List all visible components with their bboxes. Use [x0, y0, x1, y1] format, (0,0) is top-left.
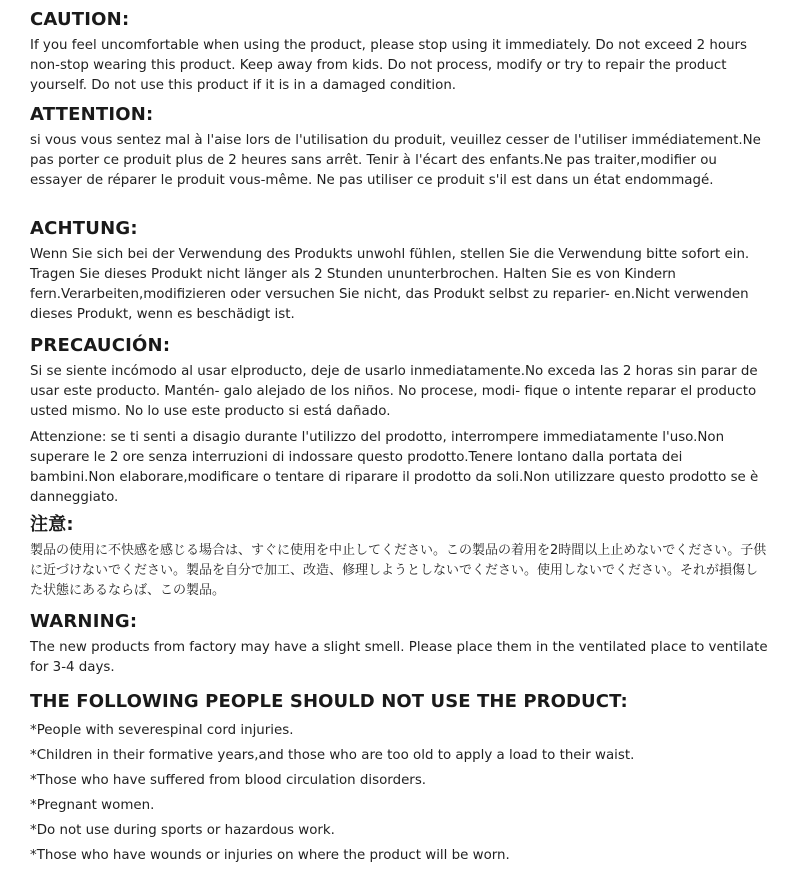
achtung-text: Wenn Sie sich bei der Verwendung des Produkts unwohl fühlen, stellen Sie die Verwendung bitte sofort ein. Tragen Sie dieses Produkt nicht länger als 2 Stunden ununterbrochen. Halten Sie es von Kindern fern.Verarbeiten,modifizieren oder versuchen Sie nicht, das Produkt selbst zu reparier- en.Nicht verwenden dieses Produkt, wenn es beschädigt ist. — [30, 247, 750, 322]
caution-text: If you feel uncomfortable when using the product, please stop using it immediately. Do not exceed 2 hours non-stop wearing this product. Keep away from kids. Do not process, modify or try to repair the product yourself. Do not use this product if it is in a damaged condition. — [30, 38, 748, 93]
japanese-text: 製品の使用に不快感を感じる場合は、すぐに使用を中止してください。この製品の着用を2時間以上止めないでください。子供に近づけないでください。製品を自分で加工、改造、修理しようとしないでください。使用しないでください。それが損傷した状態にあるならば、この製品。 — [30, 543, 767, 598]
list-item: *Do not use during sports or hazardous work. — [30, 823, 335, 838]
attenzione-section — [30, 428, 770, 508]
list-item: *Children in their formative years,and those who are too old to apply a load to their waist. — [30, 748, 635, 763]
precaucion-text: Si se siente incómodo al usar elproducto, deje de usarlo inmediatamente.No exceda las 2 horas sin parar de usar este producto. Mantén- galo alejado de los niños. No procese, modi- fique o intente reparar el producto usted mismo. No lo use este producto si está dañado. — [30, 364, 758, 419]
not-use-list — [30, 718, 780, 868]
japanese-section — [30, 513, 770, 601]
not-use-heading: THE FOLLOWING PEOPLE SHOULD NOT USE THE PRODUCT: — [30, 691, 628, 712]
list-item: *Those who have suffered from blood circulation disorders. — [30, 773, 427, 788]
achtung-section — [30, 217, 770, 325]
list-item: *People with severespinal cord injuries. — [30, 723, 294, 738]
attenzione-text: Attenzione: se ti senti a disagio durante l'utilizzo del prodotto, interrompere immediatamente l'uso.Non superare le 2 ore senza interruzioni di indossare questo prodotto.Tenere lontano dalla portata dei bambini.Non elaborare,modificare o tentare di riparare il prodotto da soli.Non utilizzare questo prodotto se è danneggiato. — [30, 430, 759, 505]
caution-heading: CAUTION: — [30, 9, 130, 30]
not-use-section — [30, 690, 780, 868]
list-item: *Pregnant women. — [30, 798, 155, 813]
caution-section — [30, 8, 770, 96]
attention-text: si vous vous sentez mal à l'aise lors de l'utilisation du produit, veuillez cesser de l'utiliser immédiatement.Ne pas porter ce produit plus de 2 heures sans arrêt. Tenir à l'écart des enfants.Ne pas traiter,modifier ou essayer de réparer le produit vous-même. Ne pas utiliser ce produit s'il est dans un état endommagé. — [30, 133, 761, 188]
attention-section — [30, 103, 770, 191]
achtung-heading: ACHTUNG: — [30, 218, 138, 239]
precaucion-section — [30, 334, 770, 422]
warning-section — [30, 610, 770, 678]
warning-text: The new products from factory may have a slight smell. Please place them in the ventilated place to ventilate for 3-4 days. — [30, 640, 768, 675]
list-item: *Those who have wounds or injuries on where the product will be worn. — [30, 848, 510, 863]
precaucion-heading: PRECAUCIÓN: — [30, 335, 171, 356]
warning-heading: WARNING: — [30, 611, 138, 632]
attention-heading: ATTENTION: — [30, 104, 154, 125]
japanese-heading: 注意: — [30, 514, 74, 535]
